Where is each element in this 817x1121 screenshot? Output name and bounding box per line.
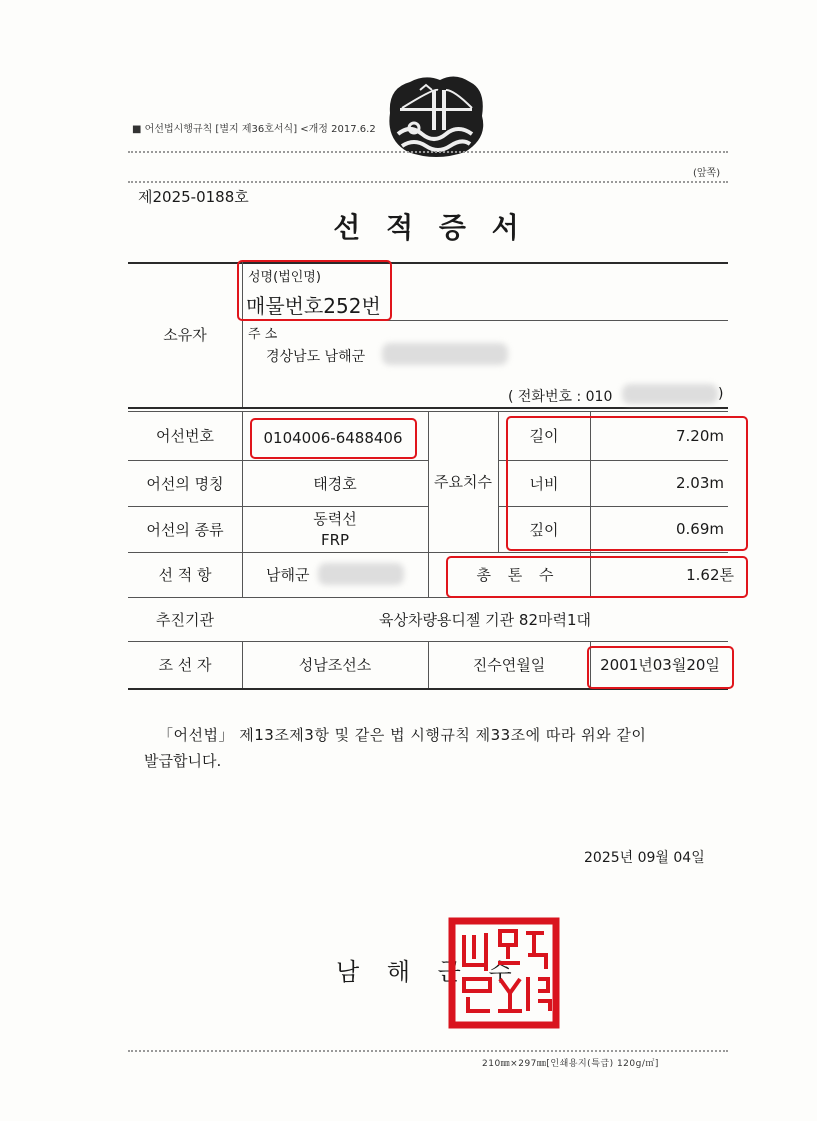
address-label: 주 소 (248, 327, 278, 342)
vessel-number-label: 어선번호 (156, 427, 214, 445)
page-title: 선 적 증 서 (333, 211, 527, 244)
owner-label: 소유자 (163, 326, 207, 344)
highlight-dimensions (506, 416, 748, 551)
form-reference: ■ 어선법시행규칙 [별지 제36호서식] <개정 2017.6.2 (132, 124, 376, 135)
tonnage-value: 1.62톤 (686, 566, 734, 584)
header-divider (128, 151, 728, 153)
phone-label: ( 전화번호 : 010 (508, 389, 613, 405)
dimensions-label: 주요치수 (434, 473, 492, 491)
vessel-type-label: 어선의 종류 (146, 520, 224, 539)
length-label: 길이 (529, 427, 559, 445)
depth-label: 깊이 (529, 520, 559, 539)
address-redaction (382, 343, 508, 365)
engine-value: 육상차량용디젤 기관 82마력1대 (378, 610, 592, 629)
port-redaction (318, 563, 404, 585)
official-seal (448, 917, 560, 1029)
owner-bottom-border (128, 407, 728, 409)
builder-value: 성남조선소 (298, 656, 372, 674)
depth-value: 0.69m (675, 520, 724, 538)
highlight-launch-date (587, 646, 734, 689)
issue-date: 2025년 09월 04일 (584, 850, 705, 866)
port-value: 남해군 (266, 566, 310, 584)
port-label: 선 적 항 (158, 566, 212, 584)
tonnage-label: 총 톤 수 (476, 566, 560, 584)
vessel-type-value-2: FRP (320, 531, 350, 549)
issuer-title: 남 해 군 수 (336, 958, 522, 986)
owner-name-label: 성명(법인명) (248, 270, 321, 285)
vessel-name-label: 어선의 명칭 (146, 474, 224, 493)
phone-close: ) (718, 386, 724, 402)
launch-date-label: 진수연월일 (472, 656, 546, 674)
statement-line-2: 발급합니다. (144, 752, 222, 770)
vessel-type-value-1: 동력선 (313, 509, 357, 528)
width-label: 너비 (529, 474, 559, 493)
launch-date-value: 2001년03월20일 (600, 656, 720, 674)
vessel-name-value: 태경호 (313, 474, 357, 493)
highlight-owner-name (237, 260, 392, 321)
address-value: 경상남도 남해군 (266, 349, 366, 365)
highlight-tonnage (446, 556, 748, 598)
width-value: 2.03m (675, 474, 724, 492)
phone-redaction (622, 384, 718, 404)
length-value: 7.20m (675, 426, 724, 445)
vessel-number-value: 0104006-6488406 (263, 429, 403, 447)
emblem-logo (380, 68, 492, 160)
owner-name-value: 매물번호252번 (246, 294, 381, 318)
statement-line-1: 「어선법」 제13조제3항 및 같은 법 시행규칙 제33조에 따라 위와 같이 (158, 726, 647, 744)
footer-divider (128, 1050, 728, 1052)
engine-label: 추진기관 (156, 610, 214, 629)
paper-spec: 210㎜×297㎜[인쇄용지(특급) 120g/㎡] (482, 1059, 659, 1069)
highlight-vessel-number (250, 418, 417, 459)
certificate-number: 제2025-0188호 (138, 188, 249, 206)
side-label: (앞쪽) (693, 168, 721, 179)
header-divider-2 (128, 181, 728, 183)
builder-label: 조 선 자 (158, 656, 212, 674)
